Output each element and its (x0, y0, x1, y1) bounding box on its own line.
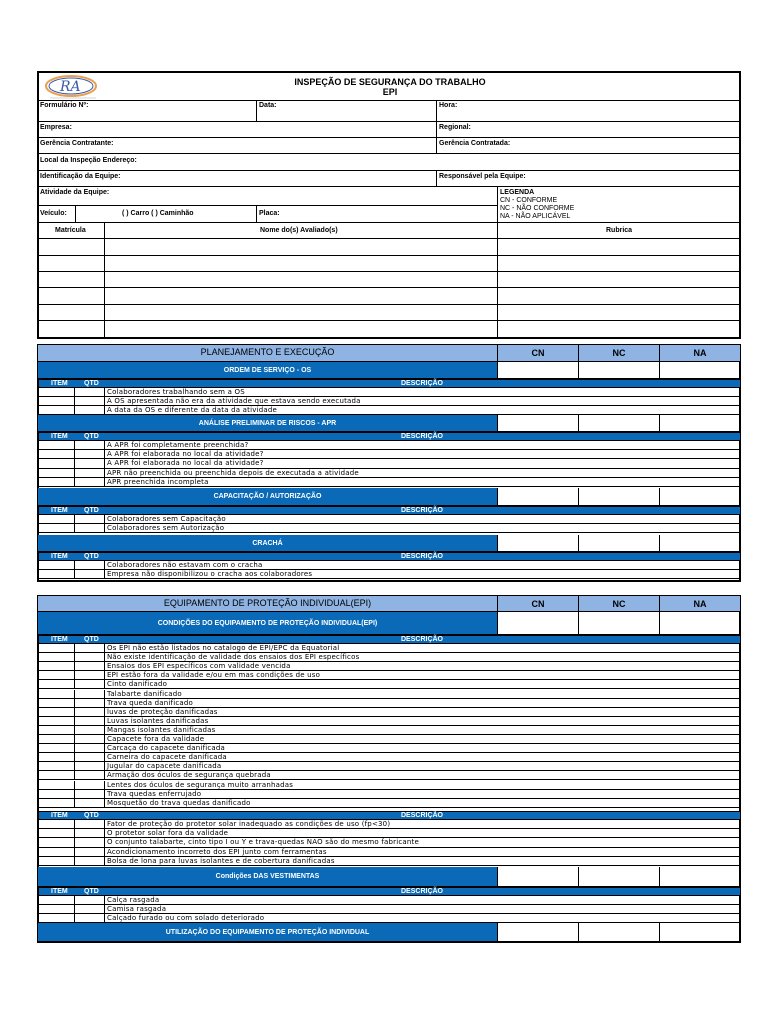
item-cell[interactable] (38, 708, 75, 716)
descricao-text: Trava queda danificado (107, 698, 194, 707)
vest-title: Condições DAS VESTIMENTAS (38, 867, 497, 887)
item-cell[interactable] (38, 469, 75, 477)
item-cell[interactable] (38, 570, 75, 578)
descricao-text: Colaboradores sem Capacitação (107, 515, 226, 523)
legenda-na: NA - NÃO APLICÁVEL (500, 213, 571, 220)
qtd-cell[interactable] (74, 848, 105, 856)
identificacao-label: Identificação da Equipe: (40, 173, 121, 180)
item-cell[interactable] (38, 662, 75, 670)
descricao-text: O protetor solar fora da validade (107, 829, 229, 838)
descricao-text: APR não preenchida ou preenchida depois de executada a atividade (107, 468, 359, 477)
gerencia-contratante-label: Gerência Contratante: (40, 140, 114, 147)
descricao-text: Mangas isolantes danificadas (107, 725, 216, 734)
descricao-text: Acondicionamento incorreto dos EPI junto com ferramentas (107, 847, 327, 856)
qtd-cell[interactable] (74, 570, 105, 578)
item-cell[interactable] (38, 781, 75, 789)
qtd-cell[interactable] (74, 478, 105, 486)
cond2-item-row[interactable] (38, 857, 741, 866)
vest-subheader (38, 887, 741, 896)
cond-item-row[interactable] (38, 644, 741, 653)
qtd-cell[interactable] (74, 829, 105, 837)
section1-title: PLANEJAMENTO E EXECUÇÃO (200, 347, 335, 357)
item-cell[interactable] (38, 459, 75, 467)
data-label: Data: (259, 102, 277, 109)
item-cell[interactable] (38, 799, 75, 807)
item-cell[interactable] (38, 857, 75, 865)
cond-item-row[interactable] (38, 671, 741, 680)
qtd-cell[interactable] (74, 781, 105, 789)
vest-item-row[interactable] (38, 914, 741, 923)
qtd-cell[interactable] (74, 459, 105, 467)
cond2-item-row[interactable] (38, 820, 741, 829)
legenda-nc: NC - NÃO CONFORME (500, 205, 575, 212)
item-cell[interactable] (38, 690, 75, 698)
descricao-text: APR preenchida incompleta (107, 477, 209, 486)
col-nome: Nome do(s) Avaliado(s) (260, 227, 338, 234)
qtd-cell[interactable] (74, 790, 105, 798)
item-cell[interactable] (38, 838, 75, 846)
cond2-subheader (38, 811, 741, 820)
company-logo (42, 74, 100, 100)
qtd-cell[interactable] (74, 699, 105, 707)
descricao-text: A data da OS e diferente da data da atividade (107, 406, 278, 414)
descricao-text: Trava quedas enferrujado (107, 789, 202, 798)
qtd-cell[interactable] (74, 744, 105, 752)
qtd-cell[interactable] (74, 515, 105, 523)
qtd-cell[interactable] (74, 717, 105, 725)
cond-item-row[interactable] (38, 717, 741, 726)
descricao-text: A APR foi elaborada no local da atividade? (107, 459, 264, 468)
os-item-row[interactable] (38, 388, 741, 397)
cond-item-row[interactable] (38, 699, 741, 708)
page-title: INSPEÇÃO DE SEGURANÇA DO TRABALHO (294, 77, 486, 87)
descricao-text: O conjunto talabarte, cinto tipo I ou Y e trava-quedas NÃO são do mesmo fabricante (107, 838, 419, 847)
item-cell[interactable] (38, 388, 75, 396)
qtd-cell[interactable] (74, 561, 105, 569)
item-cell[interactable] (38, 848, 75, 856)
item-cell[interactable] (38, 441, 75, 449)
descricao-header: DESCRIÇÃO (401, 812, 444, 819)
descricao-header: DESCRIÇÃO (401, 888, 444, 895)
item-cell[interactable] (38, 397, 75, 405)
qtd-cell[interactable] (74, 690, 105, 698)
item-cell[interactable] (38, 450, 75, 458)
cracha-subheader (38, 552, 741, 561)
qtd-header: QTD (84, 507, 99, 514)
item-cell[interactable] (38, 790, 75, 798)
cond-item-row[interactable] (38, 726, 741, 735)
qtd-cell[interactable] (74, 905, 105, 913)
item-header: ITEM (51, 433, 68, 440)
cond-item-row[interactable] (38, 790, 741, 799)
descricao-text: Luvas isolantes danificadas (107, 716, 209, 725)
item-cell[interactable] (38, 406, 75, 414)
apr-item-row[interactable] (38, 469, 741, 478)
qtd-cell[interactable] (74, 680, 105, 688)
cond-item-row[interactable] (38, 753, 741, 762)
item-cell[interactable] (38, 699, 75, 707)
s1-cn-label: CN (531, 348, 545, 358)
cap-subheader (38, 506, 741, 515)
qtd-cell[interactable] (74, 524, 105, 532)
apr-item-row[interactable] (38, 441, 741, 450)
svg-text:RA: RA (60, 79, 81, 95)
atividade-label: Atividade da Equipe: (40, 189, 110, 196)
responsavel-label: Responsável pela Equipe: (439, 173, 526, 180)
item-cell[interactable] (38, 561, 75, 569)
qtd-cell[interactable] (74, 469, 105, 477)
util-title: UTILIZAÇÃO DO EQUIPAMENTO DE PROTEÇÃO INDIVIDUAL (38, 923, 497, 942)
item-cell[interactable] (38, 680, 75, 688)
cap-title-check-cells[interactable] (497, 488, 740, 506)
descricao-text: Colaboradores sem Autorização (107, 524, 225, 532)
qtd-header: QTD (84, 433, 99, 440)
regional-label: Regional: (439, 124, 471, 131)
os-item-row[interactable] (38, 406, 741, 415)
item-cell[interactable] (38, 515, 75, 523)
descricao-text: Ensaios dos EPI específicos com validade vencida (107, 662, 291, 671)
descricao-text: Camisa rasgada (107, 905, 167, 913)
item-cell[interactable] (38, 644, 75, 652)
descricao-text: Os EPI não estão listados no catalogo de EPI/EPC da Equatorial (107, 644, 340, 652)
s1-nc-label: NC (612, 348, 626, 358)
cond2-item-row[interactable] (38, 838, 741, 847)
cond-item-row[interactable] (38, 653, 741, 662)
qtd-header: QTD (84, 553, 99, 560)
item-cell[interactable] (38, 653, 75, 661)
descricao-text: A APR foi completamente preenchida? (107, 441, 249, 449)
qtd-cell[interactable] (74, 838, 105, 846)
cracha-item-row[interactable] (38, 570, 741, 579)
descricao-header: DESCRIÇÃO (401, 507, 444, 514)
descricao-text: Empresa não disponibilizou o cracha aos colaboradores (107, 570, 313, 578)
descricao-text: Lentes dos óculos de segurança muito arranhadas (107, 780, 294, 789)
apr-item-row[interactable] (38, 478, 741, 487)
apr-item-row[interactable] (38, 450, 741, 459)
item-header: ITEM (51, 380, 68, 387)
descricao-header: DESCRIÇÃO (401, 553, 444, 560)
qtd-header: QTD (84, 636, 99, 643)
vest-item-row[interactable] (38, 896, 741, 905)
cond2-item-row[interactable] (38, 829, 741, 838)
item-cell[interactable] (38, 896, 75, 904)
empresa-label: Empresa: (40, 124, 72, 131)
legenda-cn: CN - CONFORME (500, 197, 558, 204)
cracha-title: CRACHÁ (38, 535, 497, 552)
item-cell[interactable] (38, 753, 75, 761)
cond-item-row[interactable] (38, 662, 741, 671)
descricao-text: Armação dos óculos de segurança quebrada (107, 771, 271, 780)
cond-item-row[interactable] (38, 690, 741, 699)
descricao-text: Colaboradores trabalhando sem a OS (107, 388, 245, 396)
item-header: ITEM (51, 636, 68, 643)
descricao-text: luvas de proteção danificadas (107, 707, 218, 716)
gerencia-contratada-label: Gerência Contratada: (439, 140, 511, 147)
cond-item-row[interactable] (38, 680, 741, 689)
item-cell[interactable] (38, 735, 75, 743)
qtd-cell[interactable] (74, 799, 105, 807)
util-title-check-cells[interactable] (497, 923, 740, 942)
descricao-text: Colaboradores não estavam com o cracha (107, 561, 263, 569)
legenda-title: LEGENDA (500, 189, 535, 196)
descricao-text: A OS apresentada não era da atividade que estava sendo executada (107, 397, 361, 405)
item-cell[interactable] (38, 671, 75, 679)
qtd-cell[interactable] (74, 735, 105, 743)
cond2-item-row[interactable] (38, 848, 741, 857)
placa-label: Placa: (259, 210, 280, 217)
descricao-text: Bolsa de lona para luvas isolantes e de cobertura danificadas (107, 856, 335, 865)
qtd-cell[interactable] (74, 450, 105, 458)
col-matricula: Matrícula (55, 227, 86, 234)
item-cell[interactable] (38, 744, 75, 752)
cap-title: CAPACITAÇÃO / AUTORIZAÇÃO (38, 488, 497, 506)
descricao-text: Mosquetão do trava quedas danificado (107, 798, 251, 807)
descricao-text: EPI estão fora da validade e/ou em mas condições de uso (107, 671, 321, 680)
item-cell[interactable] (38, 905, 75, 913)
qtd-cell[interactable] (74, 753, 105, 761)
os-title: ORDEM DE SERVIÇO - OS (38, 362, 497, 379)
item-cell[interactable] (38, 771, 75, 779)
item-cell[interactable] (38, 717, 75, 725)
apr-title-check-cells[interactable] (497, 415, 740, 432)
descricao-text: Calçado furado ou com solado deteriorado (107, 914, 265, 922)
qtd-cell[interactable] (74, 397, 105, 405)
qtd-header: QTD (84, 888, 99, 895)
qtd-cell[interactable] (74, 914, 105, 922)
page-subtitle: EPI (382, 87, 398, 97)
descricao-text: Carcaça do capacete danificada (107, 744, 226, 753)
qtd-cell[interactable] (74, 726, 105, 734)
qtd-cell[interactable] (74, 762, 105, 770)
item-cell[interactable] (38, 914, 75, 922)
col-rubrica: Rubrica (606, 227, 633, 234)
os-title-check-cells[interactable] (497, 362, 740, 379)
cond-item-row[interactable] (38, 771, 741, 780)
qtd-cell[interactable] (74, 406, 105, 414)
qtd-cell[interactable] (74, 653, 105, 661)
qtd-header: QTD (84, 380, 99, 387)
cond-item-row[interactable] (38, 781, 741, 790)
descricao-text: Fator de proteção do protetor solar inadequado as condições de uso (fp<30) (107, 820, 391, 828)
apr-item-row[interactable] (38, 459, 741, 468)
item-cell[interactable] (38, 726, 75, 734)
qtd-cell[interactable] (74, 388, 105, 396)
qtd-cell[interactable] (74, 708, 105, 716)
s2-nc-label: NC (612, 599, 626, 609)
cond-item-row[interactable] (38, 744, 741, 753)
s2-na-label: NA (693, 599, 707, 609)
veiculo-label: Veículo: (40, 210, 67, 217)
cond-item-row[interactable] (38, 762, 741, 771)
cond-item-row[interactable] (38, 799, 741, 808)
qtd-cell[interactable] (74, 896, 105, 904)
s1-na-label: NA (693, 348, 707, 358)
item-header: ITEM (51, 888, 68, 895)
descricao-text: Cinto danificado (107, 680, 168, 689)
hora-label: Hora: (439, 102, 458, 109)
item-cell[interactable] (38, 762, 75, 770)
formulario-label: Formulário Nº: (40, 102, 89, 109)
apr-title: ANÁLISE PRELIMINAR DE RISCOS - APR (38, 415, 497, 432)
qtd-cell[interactable] (74, 662, 105, 670)
qtd-cell[interactable] (74, 820, 105, 828)
qtd-cell[interactable] (74, 441, 105, 449)
item-header: ITEM (51, 812, 68, 819)
cond-subheader (38, 635, 741, 644)
section2-title: EQUIPAMENTO DE PROTEÇÃO INDIVIDUAL(EPI) (163, 598, 372, 608)
descricao-header: DESCRIÇÃO (401, 380, 444, 387)
descricao-header: DESCRIÇÃO (401, 433, 444, 440)
qtd-cell[interactable] (74, 771, 105, 779)
item-cell[interactable] (38, 478, 75, 486)
descricao-text: Jugular do capacete danificada (107, 762, 222, 771)
qtd-cell[interactable] (74, 671, 105, 679)
cracha-item-row[interactable] (38, 561, 741, 570)
cracha-title-check-cells[interactable] (497, 535, 740, 552)
cond-item-row[interactable] (38, 708, 741, 717)
cond-item-row[interactable] (38, 735, 741, 744)
qtd-header: QTD (84, 812, 99, 819)
descricao-text: Capacete fora da validade (107, 735, 205, 743)
descricao-text: Não existe identificação de validade dos ensaios dos EPI específicos (107, 653, 360, 662)
cond-title: CONDIÇÕES DO EQUIPAMENTO DE PROTEÇÃO INDIVIDUAL(EPI) (38, 612, 497, 635)
descricao-text: A APR foi elaborada no local da atividade? (107, 450, 264, 459)
cap-item-row[interactable] (38, 524, 741, 533)
item-cell[interactable] (38, 524, 75, 532)
qtd-cell[interactable] (74, 857, 105, 865)
descricao-text: Carneira do capacete danificada (107, 753, 227, 762)
apr-subheader (38, 432, 741, 441)
veiculo-options[interactable]: ( ) Carro ( ) Caminhão (122, 210, 194, 217)
item-cell[interactable] (38, 829, 75, 837)
local-label: Local da Inspeção Endereço: (40, 157, 137, 164)
descricao-text: Talabarte danificado (107, 689, 182, 698)
s2-cn-label: CN (531, 599, 545, 609)
descricao-text: Calça rasgada (107, 896, 160, 904)
item-header: ITEM (51, 507, 68, 514)
vest-title-check-cells[interactable] (497, 867, 740, 887)
item-cell[interactable] (38, 820, 75, 828)
os-item-row[interactable] (38, 397, 741, 406)
descricao-header: DESCRIÇÃO (401, 636, 444, 643)
item-header: ITEM (51, 553, 68, 560)
qtd-cell[interactable] (74, 644, 105, 652)
os-subheader (38, 379, 741, 388)
cond-title-check-cells[interactable] (497, 612, 740, 635)
vest-item-row[interactable] (38, 905, 741, 914)
cap-item-row[interactable] (38, 515, 741, 524)
